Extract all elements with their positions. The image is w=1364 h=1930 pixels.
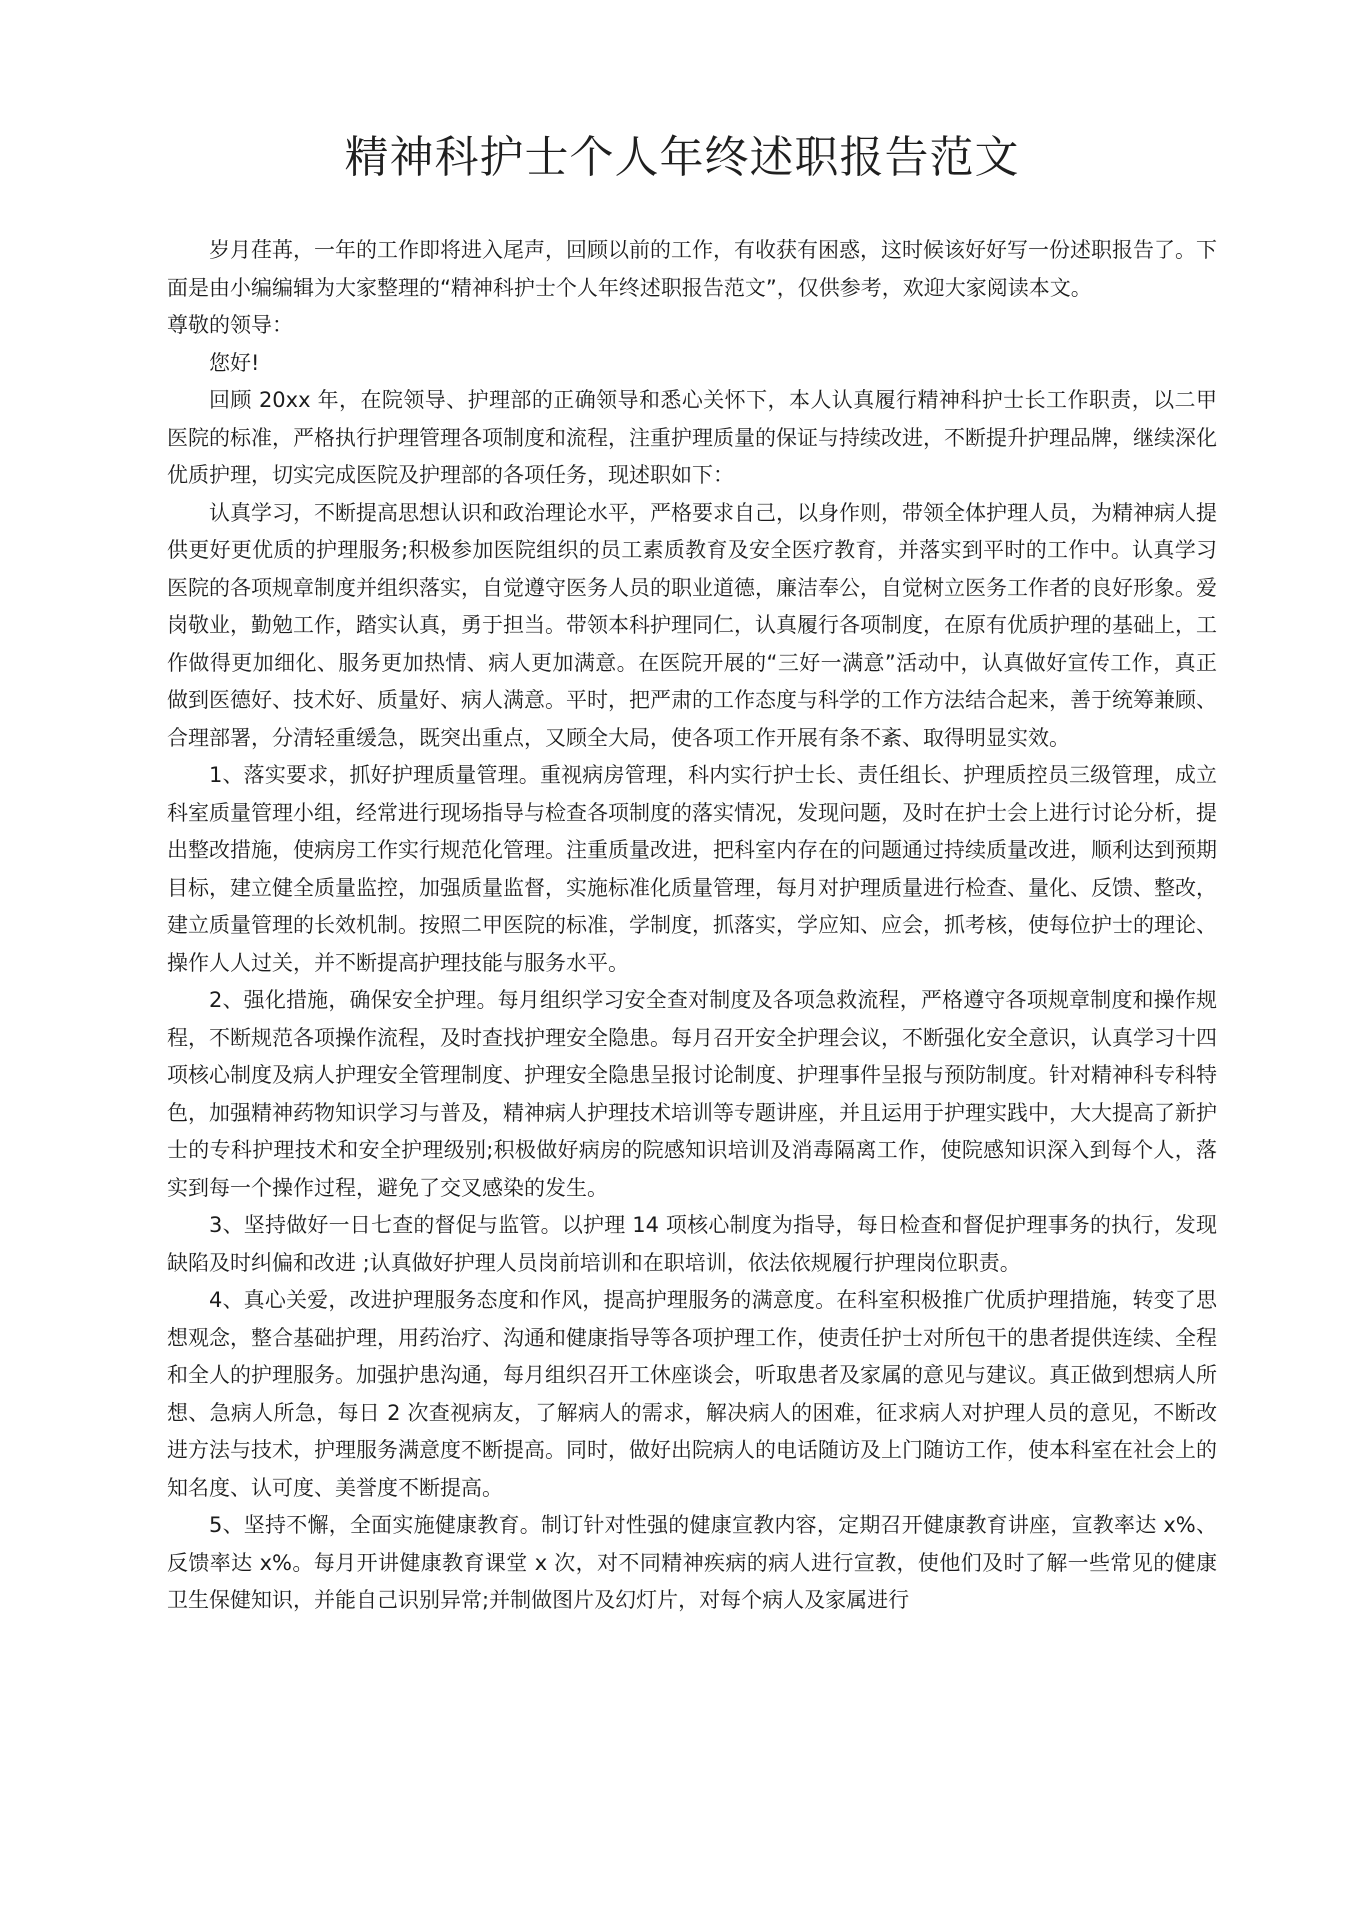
body-paragraph: 尊敬的领导： (167, 313, 293, 337)
body-paragraph: 2、强化措施，确保安全护理。每月组织学习安全查对制度及各项急救流程，严格遵守各项规章制度和操作规程，不断规范各项操作流程，及时查找护理安全隐患。每月召开安全护理会议，不断强化安全意识，认真学习十四项核心制度及病人护理安全管理制度、护理安全隐患呈报讨论制度、护理事件呈报与预防制度。针对精神科专科特色，加强精神药物知识学习与普及，精神病人护理技术培训等专题讲座，并且运用于护理实践中，大大提高了新护士的专科护理技术和安全护理级别;积极做好病房的院感知识培训及消毒隔离工作，使院感知识深入到每个人，落实到每一个操作过程，避免了交叉感染的发生。 (167, 988, 1217, 1200)
body-paragraph: 3、坚持做好一日七查的督促与监管。以护理 14 项核心制度为指导，每日检查和督促护理事务的执行，发现缺陷及时纠偏和改进 ;认真做好护理人员岗前培训和在职培训，依法依规履行护理岗位职责。 (167, 1213, 1217, 1275)
body-paragraph: 1、落实要求，抓好护理质量管理。重视病房管理，科内实行护士长、责任组长、护理质控员三级管理，成立科室质量管理小组，经常进行现场指导与检查各项制度的落实情况，发现问题，及时在护士会上进行讨论分析，提出整改措施，使病房工作实行规范化管理。注重质量改进，把科室内存在的问题通过持续质量改进，顺利达到预期目标，建立健全质量监控，加强质量监督，实施标准化质量管理，每月对护理质量进行检查、量化、反馈、整改，建立质量管理的长效机制。按照二甲医院的标准，学制度，抓落实，学应知、应会，抓考核，使每位护士的理论、操作人人过关，并不断提高护理技能与服务水平。 (167, 763, 1217, 975)
body-paragraph: 认真学习，不断提高思想认识和政治理论水平，严格要求自己，以身作则，带领全体护理人员，为精神病人提供更好更优质的护理服务;积极参加医院组织的员工素质教育及安全医疗教育，并落实到平时的工作中。认真学习医院的各项规章制度并组织落实，自觉遵守医务人员的职业道德，廉洁奉公，自觉树立医务工作者的良好形象。爱岗敬业，勤勉工作，踏实认真，勇于担当。带领本科护理同仁，认真履行各项制度，在原有优质护理的基础上，工作做得更加细化、服务更加热情、病人更加满意。在医院开展的“三好一满意”活动中，认真做好宣传工作，真正做到医德好、技术好、质量好、病人满意。平时，把严肃的工作态度与科学的工作方法结合起来，善于统筹兼顾、合理部署，分清轻重缓急，既突出重点，又顾全大局，使各项工作开展有条不紊、取得明显实效。 (167, 500, 1217, 750)
document-body (167, 232, 1217, 1620)
document-title: 精神科护士个人年终述职报告范文 (344, 132, 1020, 183)
body-paragraph: 回顾 20xx 年，在院领导、护理部的正确领导和悉心关怀下，本人认真履行精神科护士长工作职责，以二甲医院的标准，严格执行护理管理各项制度和流程，注重护理质量的保证与持续改进，不断提升护理品牌，继续深化优质护理，切实完成医院及护理部的各项任务，现述职如下： (167, 388, 1217, 487)
body-paragraph: 4、真心关爱，改进护理服务态度和作风，提高护理服务的满意度。在科室积极推广优质护理措施，转变了思想观念，整合基础护理，用药治疗、沟通和健康指导等各项护理工作，使责任护士对所包干的患者提供连续、全程和全人的护理服务。加强护患沟通，每月组织召开工休座谈会，听取患者及家属的意见与建议。真正做到想病人所想、急病人所急，每日 2 次查视病友，了解病人的需求，解决病人的困难，征求病人对护理人员的意见，不断改进方法与技术，护理服务满意度不断提高。同时，做好出院病人的电话随访及上门随访工作，使本科室在社会上的知名度、认可度、美誉度不断提高。 (167, 1288, 1217, 1500)
body-paragraph: 岁月荏苒，一年的工作即将进入尾声，回顾以前的工作，有收获有困惑，这时候该好好写一份述职报告了。下面是由小编编辑为大家整理的“精神科护士个人年终述职报告范文”，仅供参考，欢迎大家阅读本文。 (167, 238, 1217, 300)
body-paragraph: 5、坚持不懈，全面实施健康教育。制订针对性强的健康宣教内容，定期召开健康教育讲座，宣教率达 x%、反馈率达 x%。每月开讲健康教育课堂 x 次，对不同精神疾病的病人进行宣教，使他们及时了解一些常见的健康卫生保健知识，并能自己识别异常;并制做图片及幻灯片，对每个病人及家属进行 (167, 1513, 1217, 1612)
body-paragraph: 您好! (209, 350, 260, 375)
